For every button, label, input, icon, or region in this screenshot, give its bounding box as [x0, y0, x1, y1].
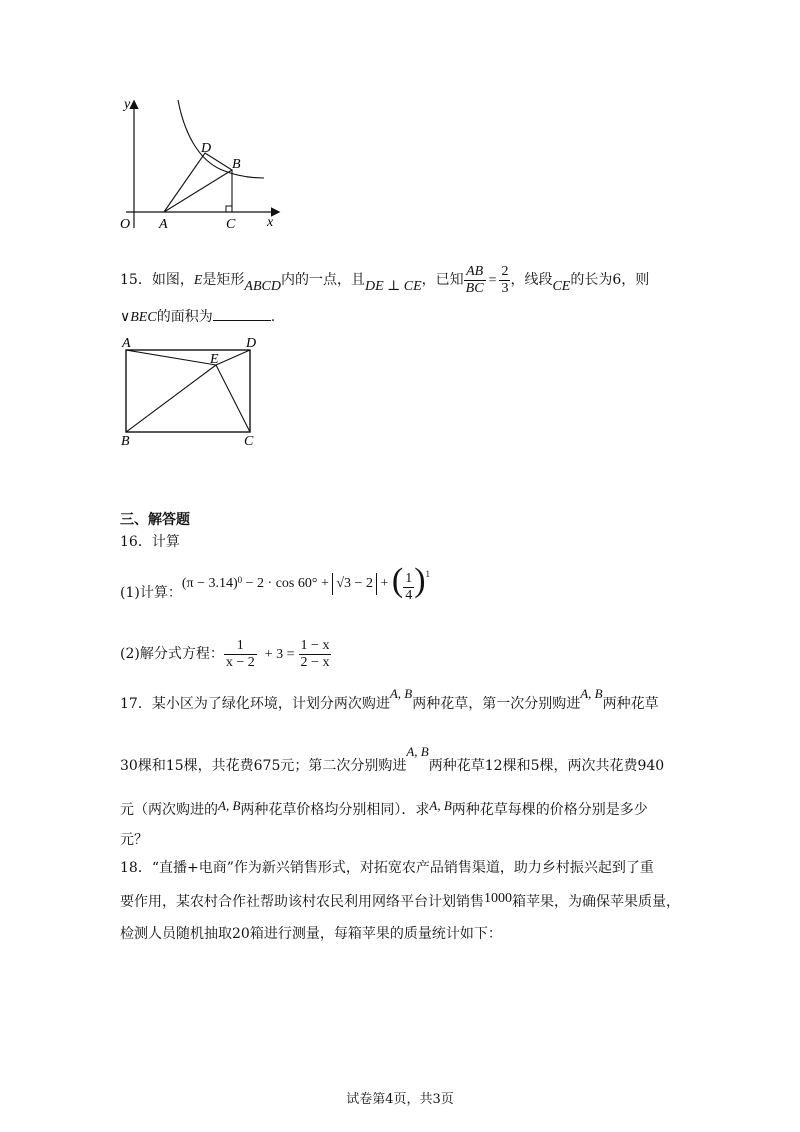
- segment-be: [126, 365, 216, 432]
- question-17-line1: [120, 686, 659, 722]
- segment-ae: [126, 350, 216, 365]
- question-16-part1: [120, 564, 430, 610]
- q15-t1: 是矩形: [202, 272, 245, 288]
- q15-t6: ，则: [621, 272, 650, 288]
- q15-eq: =: [488, 273, 497, 288]
- question-15-line2: [120, 306, 275, 328]
- q16-p1-exp0: 0: [237, 575, 243, 586]
- label-d: D: [246, 336, 257, 351]
- question-17-line4: 元？: [120, 832, 148, 848]
- section-title: 三、解答题: [120, 512, 190, 528]
- label-a: A: [159, 217, 168, 232]
- figure-rectangle-diagram: [116, 332, 266, 448]
- question-15-line1: [120, 262, 649, 298]
- label-b: B: [232, 157, 241, 172]
- q15-e: E: [193, 273, 203, 288]
- q16-p2-frac1: $\frac{1}{x - 2}$: [225, 637, 255, 670]
- q15-ce: CE: [552, 279, 571, 294]
- q17-l2a: 30棵和15棵，共花费675元；第二次分别购进: [120, 758, 407, 774]
- q17-l3c: 两种花草每棵的价格分别是多少: [451, 802, 648, 818]
- question-18-line2: [120, 890, 680, 914]
- segment-de: [216, 350, 250, 365]
- q16-p1-exp1: 1: [425, 569, 431, 580]
- q17-ab-1: A, B: [389, 686, 413, 701]
- q17-ab-4: A, B: [218, 798, 241, 813]
- q16-p1-plus: +: [376, 576, 392, 591]
- hyperbola-curve: [178, 100, 264, 178]
- q15-six: 6: [612, 272, 622, 288]
- q15-end: .: [270, 309, 276, 325]
- q16-p1-expr: (π − 3.14): [181, 576, 238, 591]
- rectangle-abcd: [126, 350, 250, 432]
- q15-t3: ，已知: [421, 272, 464, 288]
- label-e: E: [210, 352, 219, 367]
- q16-p1-label: (1)计算：: [120, 585, 182, 601]
- question-18-line3: 检测人员随机抽取20箱进行测量，每箱苹果的质量统计如下：: [120, 926, 502, 942]
- right-angle-mark: [226, 206, 232, 212]
- label-b: B: [121, 434, 130, 448]
- q15-t5: 的长为: [570, 272, 613, 288]
- q15-triangle: ∨BEC: [120, 310, 157, 325]
- label-y: y: [124, 97, 131, 112]
- q16-p2-mid: + 3 =: [264, 647, 295, 662]
- question-16-title: 16．计算: [120, 534, 180, 550]
- figure-coordinate-diagram: [112, 92, 292, 237]
- q16-p1-mid: − 2 · cos 60° +: [242, 576, 333, 591]
- q16-p1-paren-close: ): [414, 562, 426, 599]
- q16-p1-paren-open: (: [391, 562, 404, 599]
- q16-p2-label: (2)解分式方程：: [120, 646, 224, 662]
- q16-p1-frac: $\frac{1}{4}$: [405, 570, 413, 603]
- segment-ce: [216, 365, 250, 432]
- label-x: x: [267, 215, 274, 230]
- page-footer: 试卷第4页，共3页: [346, 1092, 454, 1107]
- question-17-line2: [120, 746, 664, 786]
- q15-answer-blank: [213, 306, 271, 321]
- triangle-abd: [164, 153, 232, 212]
- q17-ab-2: A, B: [580, 686, 603, 701]
- q15-t4: ，线段: [510, 272, 553, 288]
- q15-perp: DE ⊥ CE: [364, 279, 422, 294]
- label-d: D: [201, 141, 212, 156]
- q17-ab-3: A, B: [406, 744, 429, 759]
- q15-number: 15．如图，: [120, 272, 194, 288]
- label-c: C: [244, 434, 254, 448]
- q15-frac1: $\frac{AB}{BC}$: [465, 263, 484, 296]
- q15-t2: 内的一点，且: [280, 272, 365, 288]
- label-a: A: [122, 336, 131, 351]
- q17-l1c: 两种花草: [602, 696, 659, 712]
- q18-l2b: 箱苹果，为确保苹果质量，: [512, 894, 680, 910]
- q17-l3a: 元（两次购进的: [120, 802, 218, 818]
- q18-l2a: 要作用，某农村合作社帮助该村农民利用网络平台计划销售: [120, 894, 484, 910]
- q16-p2-frac2: $\frac{1 - x}{2 - x}$: [300, 637, 330, 670]
- q17-l2b: 两种花草12棵和5棵，两次共花费940: [428, 758, 665, 774]
- q17-ab-5: A, B: [429, 798, 452, 813]
- q15-t7: 的面积为: [156, 309, 213, 325]
- q15-frac2: $\frac{2}{3}$: [501, 263, 509, 296]
- question-16-part2: [120, 634, 331, 674]
- question-17-line3: [120, 798, 648, 822]
- q17-l3b: 两种花草价格均分别相同）．求: [240, 802, 430, 818]
- q16-p1-abs: √3 − 2: [332, 573, 377, 595]
- label-o: O: [120, 217, 131, 232]
- q15-abcd: ABCD: [244, 279, 281, 294]
- label-c: C: [226, 217, 236, 232]
- q17-l1b: 两种花草，第一次分别购进: [412, 696, 581, 712]
- question-18-line1: 18．“直播+电商”作为新兴销售形式，对拓宽农产品销售渠道，助力乡村振兴起到了重: [120, 860, 654, 876]
- q18-1000: 1000: [484, 891, 512, 906]
- q17-l1a: 17．某小区为了绿化环境，计划分两次购进: [120, 696, 390, 712]
